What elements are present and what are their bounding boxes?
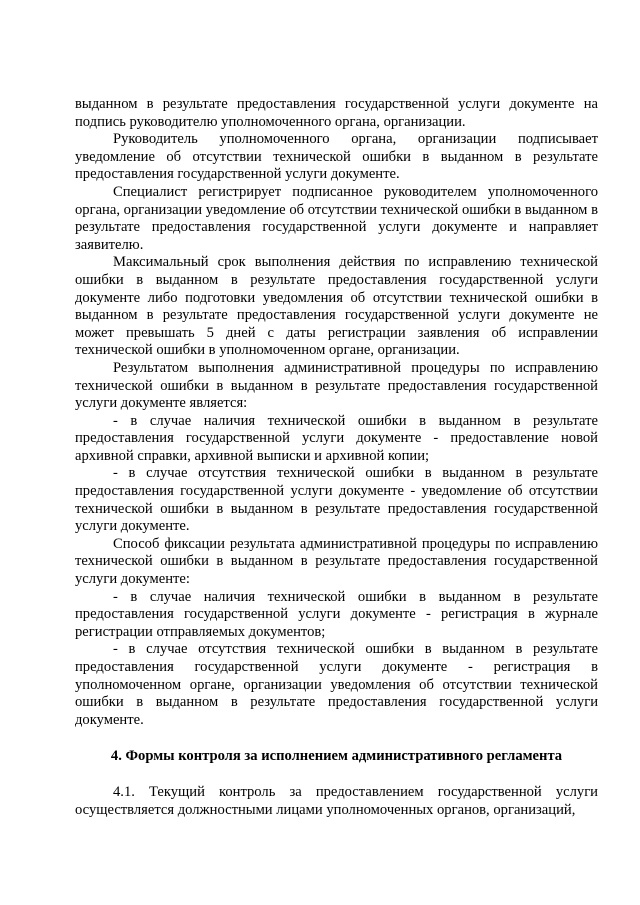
paragraph-2: Руководитель уполномоченного органа, организации подписывает уведомление об отсутствии технической ошибки в выданном в результате предоставления государственной услуги документе. <box>75 131 598 183</box>
paragraph-1: выданном в результате предоставления государственной услуги документе на подпись руководителю уполномоченного органа, организации. <box>75 96 598 130</box>
paragraph-5: Результатом выполнения административной процедуры по исправлению технической ошибки в выданном в результате предоставления государственной услуги документе является: <box>75 359 598 412</box>
paragraph-3: Специалист регистрирует подписанное руководителем уполномоченного органа, организации уведомление об отсутствии технической ошибки в выданном в результате предоставления государственной услуги документе и направляет заявителю. <box>75 183 598 253</box>
section-heading: 4. Формы контроля за исполнением административного регламента <box>110 748 563 765</box>
document-page <box>75 96 598 819</box>
list-item-4: - в случае отсутствия технической ошибки в выданном в результате предоставления государственной услуги документе - регистрация в уполномоченном органе, организации уведомления об отсутствии технической ошибки в выданном в результате предоставления государственной услуги документе. <box>75 641 598 728</box>
list-item-2: - в случае отсутствия технической ошибки в выданном в результате предоставления государственной услуги документе - уведомление об отсутствии технической ошибки в выданном в результате предоставления государственной услуги документе. <box>75 465 598 535</box>
list-item-3: - в случае наличия технической ошибки в выданном в результате предоставления государственной услуги документе - регистрация в журнале регистрации отправляемых документов; <box>75 588 598 640</box>
list-item-1: - в случае наличия технической ошибки в выданном в результате предоставления государственной услуги документе - предоставление новой архивной справки, архивной выписки и архивной копии; <box>75 412 598 464</box>
paragraph-4-1: 4.1. Текущий контроль за предоставлением государственной услуги осуществляется должностными лицами уполномоченных органов, организаций, <box>75 783 598 818</box>
paragraph-6: Способ фиксации результата административной процедуры по исправлению технической ошибки в выданном в результате предоставления государственной услуги документе: <box>75 535 598 588</box>
paragraph-4: Максимальный срок выполнения действия по исправлению технической ошибки в выданном в результате предоставления государственной услуги документе либо подготовки уведомления об отсутствии технической ошибки в выданном в результате предоставления государственной услуги документе не может превышать 5 дней с даты регистрации заявления об исправлении технической ошибки в уполномоченном органе, организации. <box>75 254 598 359</box>
